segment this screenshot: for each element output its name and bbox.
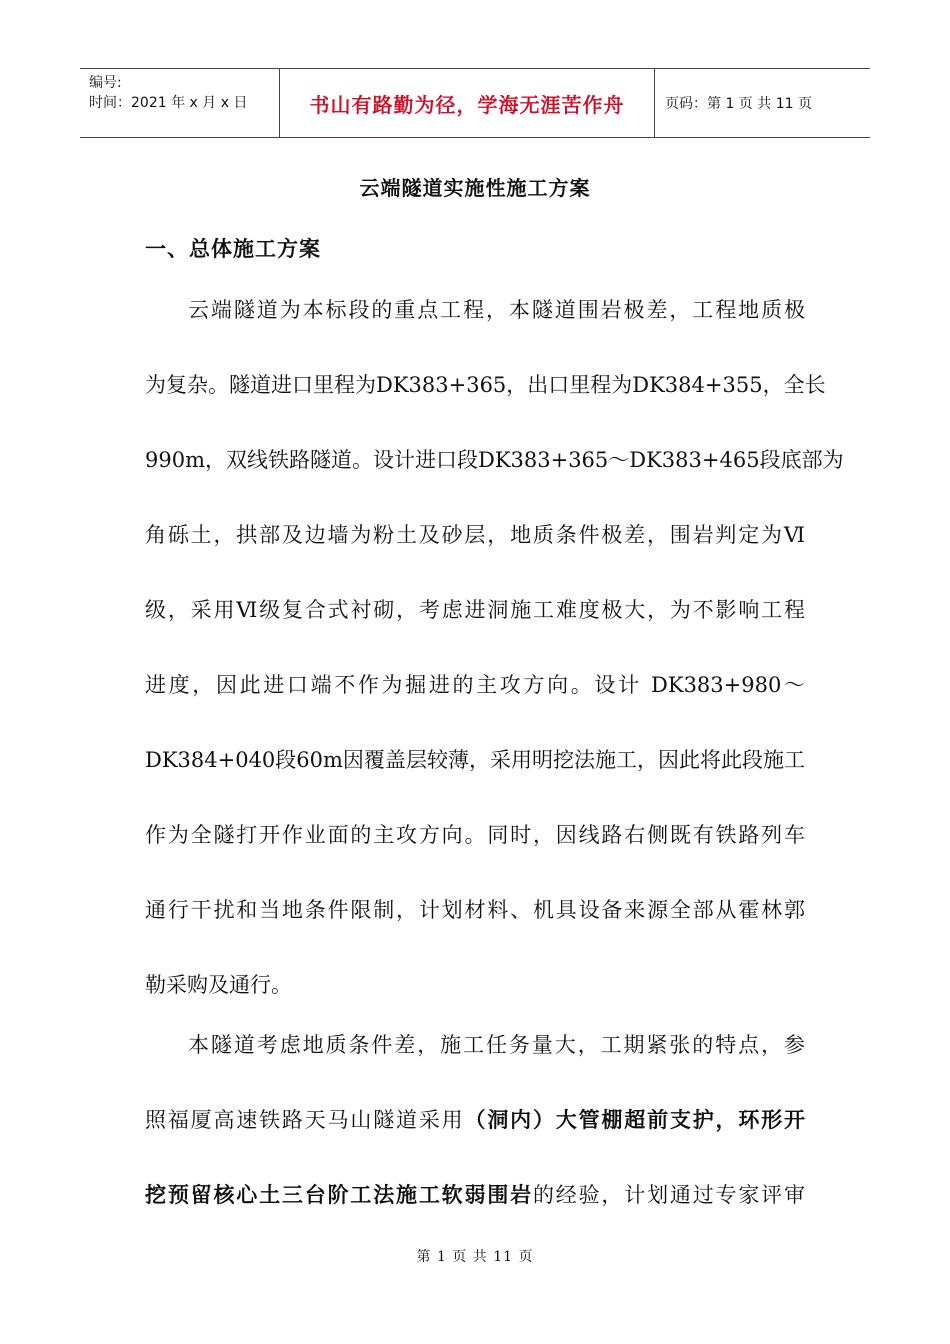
body-line: 进度，因此进口端不作为掘进的主攻方向。设计 DK383+980～ (145, 673, 805, 697)
body-line: 本隧道考虑地质条件差，施工任务量大，工期紧张的特点，参 (188, 1033, 805, 1057)
body-text: 照福厦高速铁路天马山隧道采用 (145, 1108, 465, 1132)
body-line: 云端隧道为本标段的重点工程，本隧道围岩极差，工程地质极 (188, 298, 805, 322)
page-header (80, 68, 870, 138)
body-line: 角砾土，拱部及边墙为粉土及砂层，地质条件极差，围岩判定为Ⅵ (145, 523, 805, 547)
section-heading: 一、总体施工方案 (145, 236, 321, 261)
body-line: DK384+040段60m因覆盖层较薄，采用明挖法施工，因此将此段施工 (145, 748, 805, 772)
number-label: 编号: (89, 75, 122, 91)
body-line: 990m，双线铁路隧道。设计进口段DK383+365～DK383+465段底部为 (145, 448, 844, 472)
body-line (145, 1105, 805, 1135)
body-line: 为复杂。隧道进口里程为DK383+365，出口里程为DK384+355，全长 (145, 373, 826, 397)
body-text-bold: （洞内）大管棚超前支护，环形开 (464, 1107, 805, 1132)
body-text: 的经验，计划通过专家评审 (532, 1183, 806, 1207)
body-line (145, 1180, 805, 1210)
body-line: 作为全隧打开作业面的主攻方向。同时，因线路右侧既有铁路列车 (145, 823, 805, 847)
header-motto: 书山有路勤为径，学海无涯苦作舟 (280, 69, 655, 137)
body-text-bold: 挖预留核心土三台阶工法施工软弱围岩 (145, 1182, 533, 1207)
header-page-info: 页码：第 1 页 共 11 页 (665, 96, 812, 112)
body-line: 勒采购及通行。 (145, 973, 292, 997)
page-footer: 第 1 页 共 11 页 (416, 1249, 534, 1265)
header-meta (80, 69, 280, 137)
time-label: 时间：2021 年 x 月 x 日 (89, 95, 248, 111)
document-title: 云端隧道实施性施工方案 (359, 176, 591, 200)
body-line: 通行干扰和当地条件限制，计划材料、机具设备来源全部从霍林郭 (145, 898, 805, 922)
body-line: 级，采用Ⅵ级复合式衬砌，考虑进洞施工难度极大，为不影响工程 (145, 598, 805, 622)
